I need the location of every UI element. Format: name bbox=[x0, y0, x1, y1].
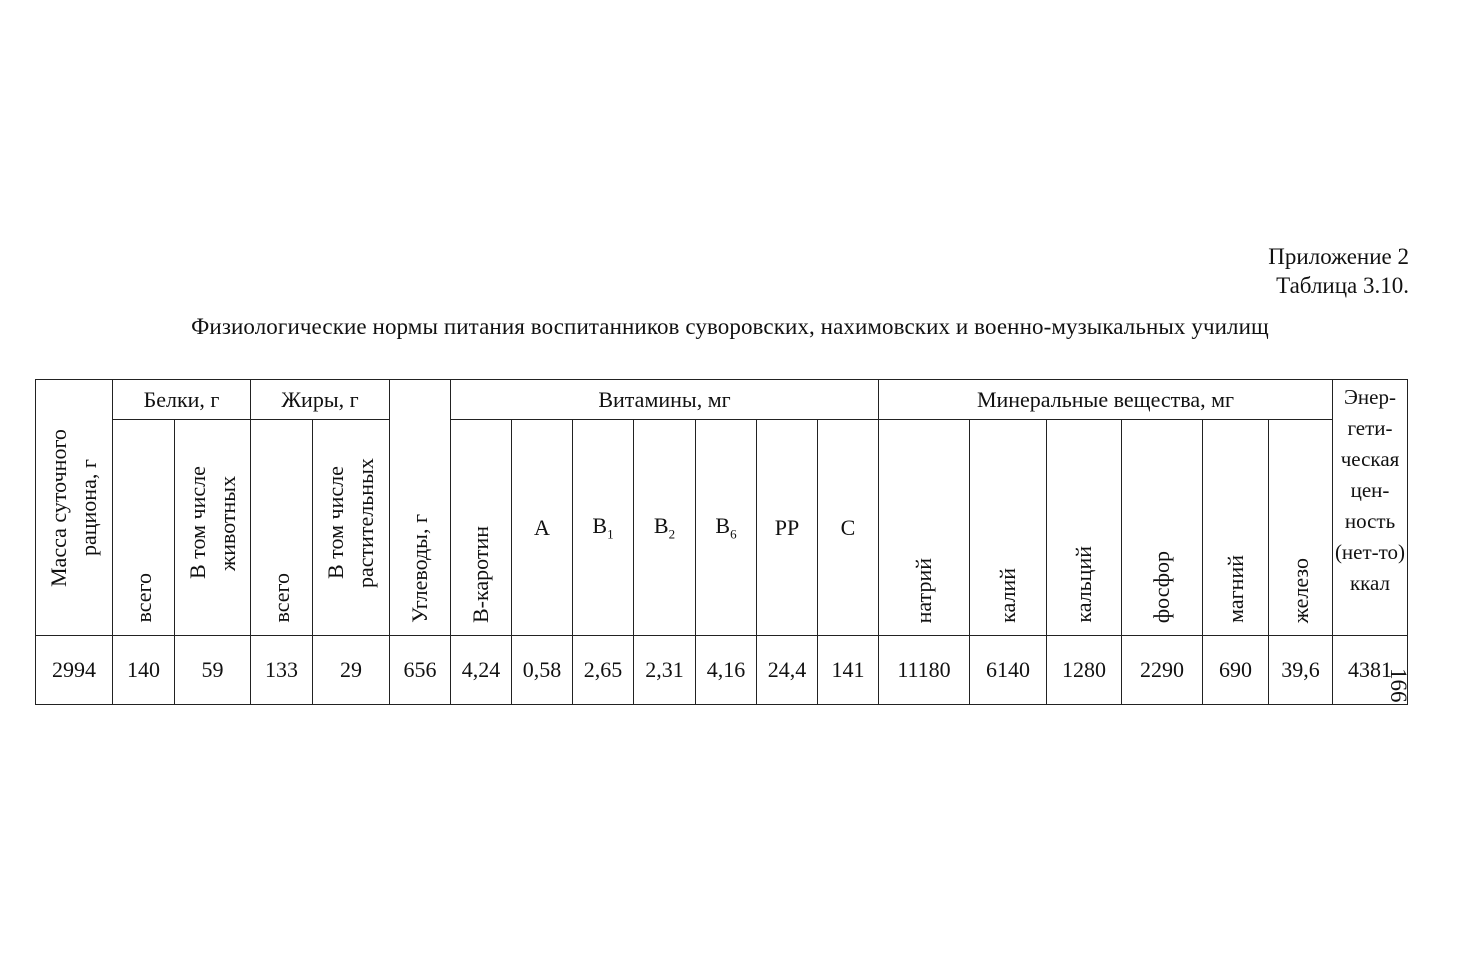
header-iron: железо bbox=[1269, 420, 1333, 636]
header-potassium: калий bbox=[970, 420, 1047, 636]
header-sodium: натрий bbox=[879, 420, 970, 636]
header-carbs: Углеводы, г bbox=[390, 380, 451, 636]
header-proteins: Белки, г bbox=[113, 380, 251, 420]
page-number: 166 bbox=[1386, 668, 1411, 703]
value-b-carotene: 4,24 bbox=[451, 636, 512, 705]
table-row bbox=[36, 636, 1408, 705]
value-vit-b1: 2,65 bbox=[573, 636, 634, 705]
header-phosphorus: фосфор bbox=[1122, 420, 1203, 636]
value-protein-total: 140 bbox=[113, 636, 175, 705]
table-number: Таблица 3.10. bbox=[1276, 273, 1409, 298]
header-vit-c: С bbox=[818, 420, 879, 636]
header-magnesium: магний bbox=[1203, 420, 1269, 636]
header-calcium: кальций bbox=[1047, 420, 1122, 636]
value-magnesium: 690 bbox=[1203, 636, 1269, 705]
header-vit-pp: РР bbox=[757, 420, 818, 636]
value-vit-pp: 24,4 bbox=[757, 636, 818, 705]
value-vit-b2: 2,31 bbox=[634, 636, 696, 705]
value-protein-animal: 59 bbox=[175, 636, 251, 705]
value-calcium: 1280 bbox=[1047, 636, 1122, 705]
nutrition-norms-table bbox=[35, 379, 1408, 705]
value-fat-total: 133 bbox=[251, 636, 313, 705]
value-carbs: 656 bbox=[390, 636, 451, 705]
header-vit-b6: $В_6$ bbox=[696, 420, 757, 636]
header-vit-b2: $В_2$ bbox=[634, 420, 696, 636]
header-protein-total: всего bbox=[113, 420, 175, 636]
header-energy: Энер-гети-ческая цен-ность (нет-то) ккал bbox=[1333, 380, 1408, 636]
header-fat-vegetable: В том числе растительных bbox=[313, 420, 390, 636]
header-protein-animal: В том числе животных bbox=[175, 420, 251, 636]
header-mass: Масса суточного рациона, г bbox=[36, 380, 113, 636]
value-vit-c: 141 bbox=[818, 636, 879, 705]
value-iron: 39,6 bbox=[1269, 636, 1333, 705]
header-b-carotene: В-каротин bbox=[451, 420, 512, 636]
value-potassium: 6140 bbox=[970, 636, 1047, 705]
header-minerals: Минеральные вещества, мг bbox=[879, 380, 1333, 420]
header-vitamins: Витамины, мг bbox=[451, 380, 879, 420]
appendix-label bbox=[1268, 242, 1409, 300]
header-fat-total: всего bbox=[251, 420, 313, 636]
value-mass: 2994 bbox=[36, 636, 113, 705]
appendix-number: Приложение 2 bbox=[1268, 244, 1409, 269]
table-title: Физиологические нормы питания воспитанников суворовских, нахимовских и военно-музыкальных училищ bbox=[191, 314, 1269, 339]
header-fats: Жиры, г bbox=[251, 380, 390, 420]
value-vit-b6: 4,16 bbox=[696, 636, 757, 705]
header-vit-a: А bbox=[512, 420, 573, 636]
value-phosphorus: 2290 bbox=[1122, 636, 1203, 705]
header-vit-b1: $В_1$ bbox=[573, 420, 634, 636]
value-vit-a: 0,58 bbox=[512, 636, 573, 705]
value-sodium: 11180 bbox=[879, 636, 970, 705]
value-energy: 4381 bbox=[1333, 636, 1408, 705]
value-fat-vegetable: 29 bbox=[313, 636, 390, 705]
